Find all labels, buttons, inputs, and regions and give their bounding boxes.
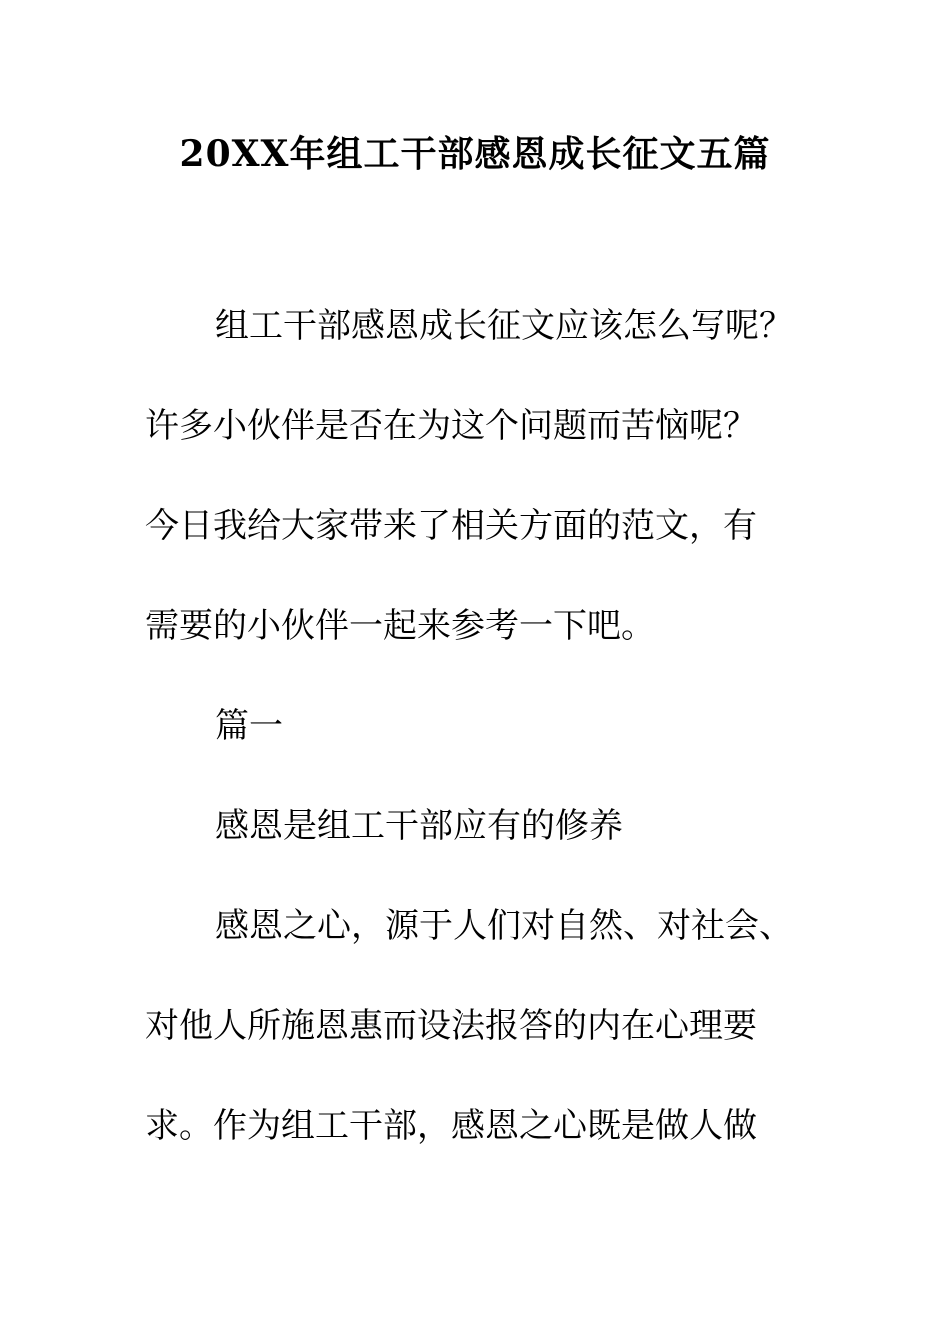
paragraph-line: 求。作为组工干部，感恩之心既是做人做 bbox=[145, 1106, 757, 1146]
paragraph-line: 今日我给大家带来了相关方面的范文，有 bbox=[145, 506, 757, 546]
section-heading: 篇一 bbox=[215, 706, 283, 746]
paragraph-line: 感恩之心，源于人们对自然、对社会、 bbox=[215, 906, 793, 946]
paragraph-line: 组工干部感恩成长征文应该怎么写呢？ bbox=[215, 306, 793, 346]
paragraph-line: 需要的小伙伴一起来参考一下吧。 bbox=[145, 606, 655, 646]
paragraph-line: 对他人所施恩惠而设法报答的内在心理要 bbox=[145, 1006, 757, 1046]
section-subtitle: 感恩是组工干部应有的修养 bbox=[215, 806, 623, 846]
paragraph-line: 许多小伙伴是否在为这个问题而苦恼呢？ bbox=[145, 406, 757, 446]
document-title: 20XX年组工干部感恩成长征文五篇 bbox=[179, 133, 771, 175]
